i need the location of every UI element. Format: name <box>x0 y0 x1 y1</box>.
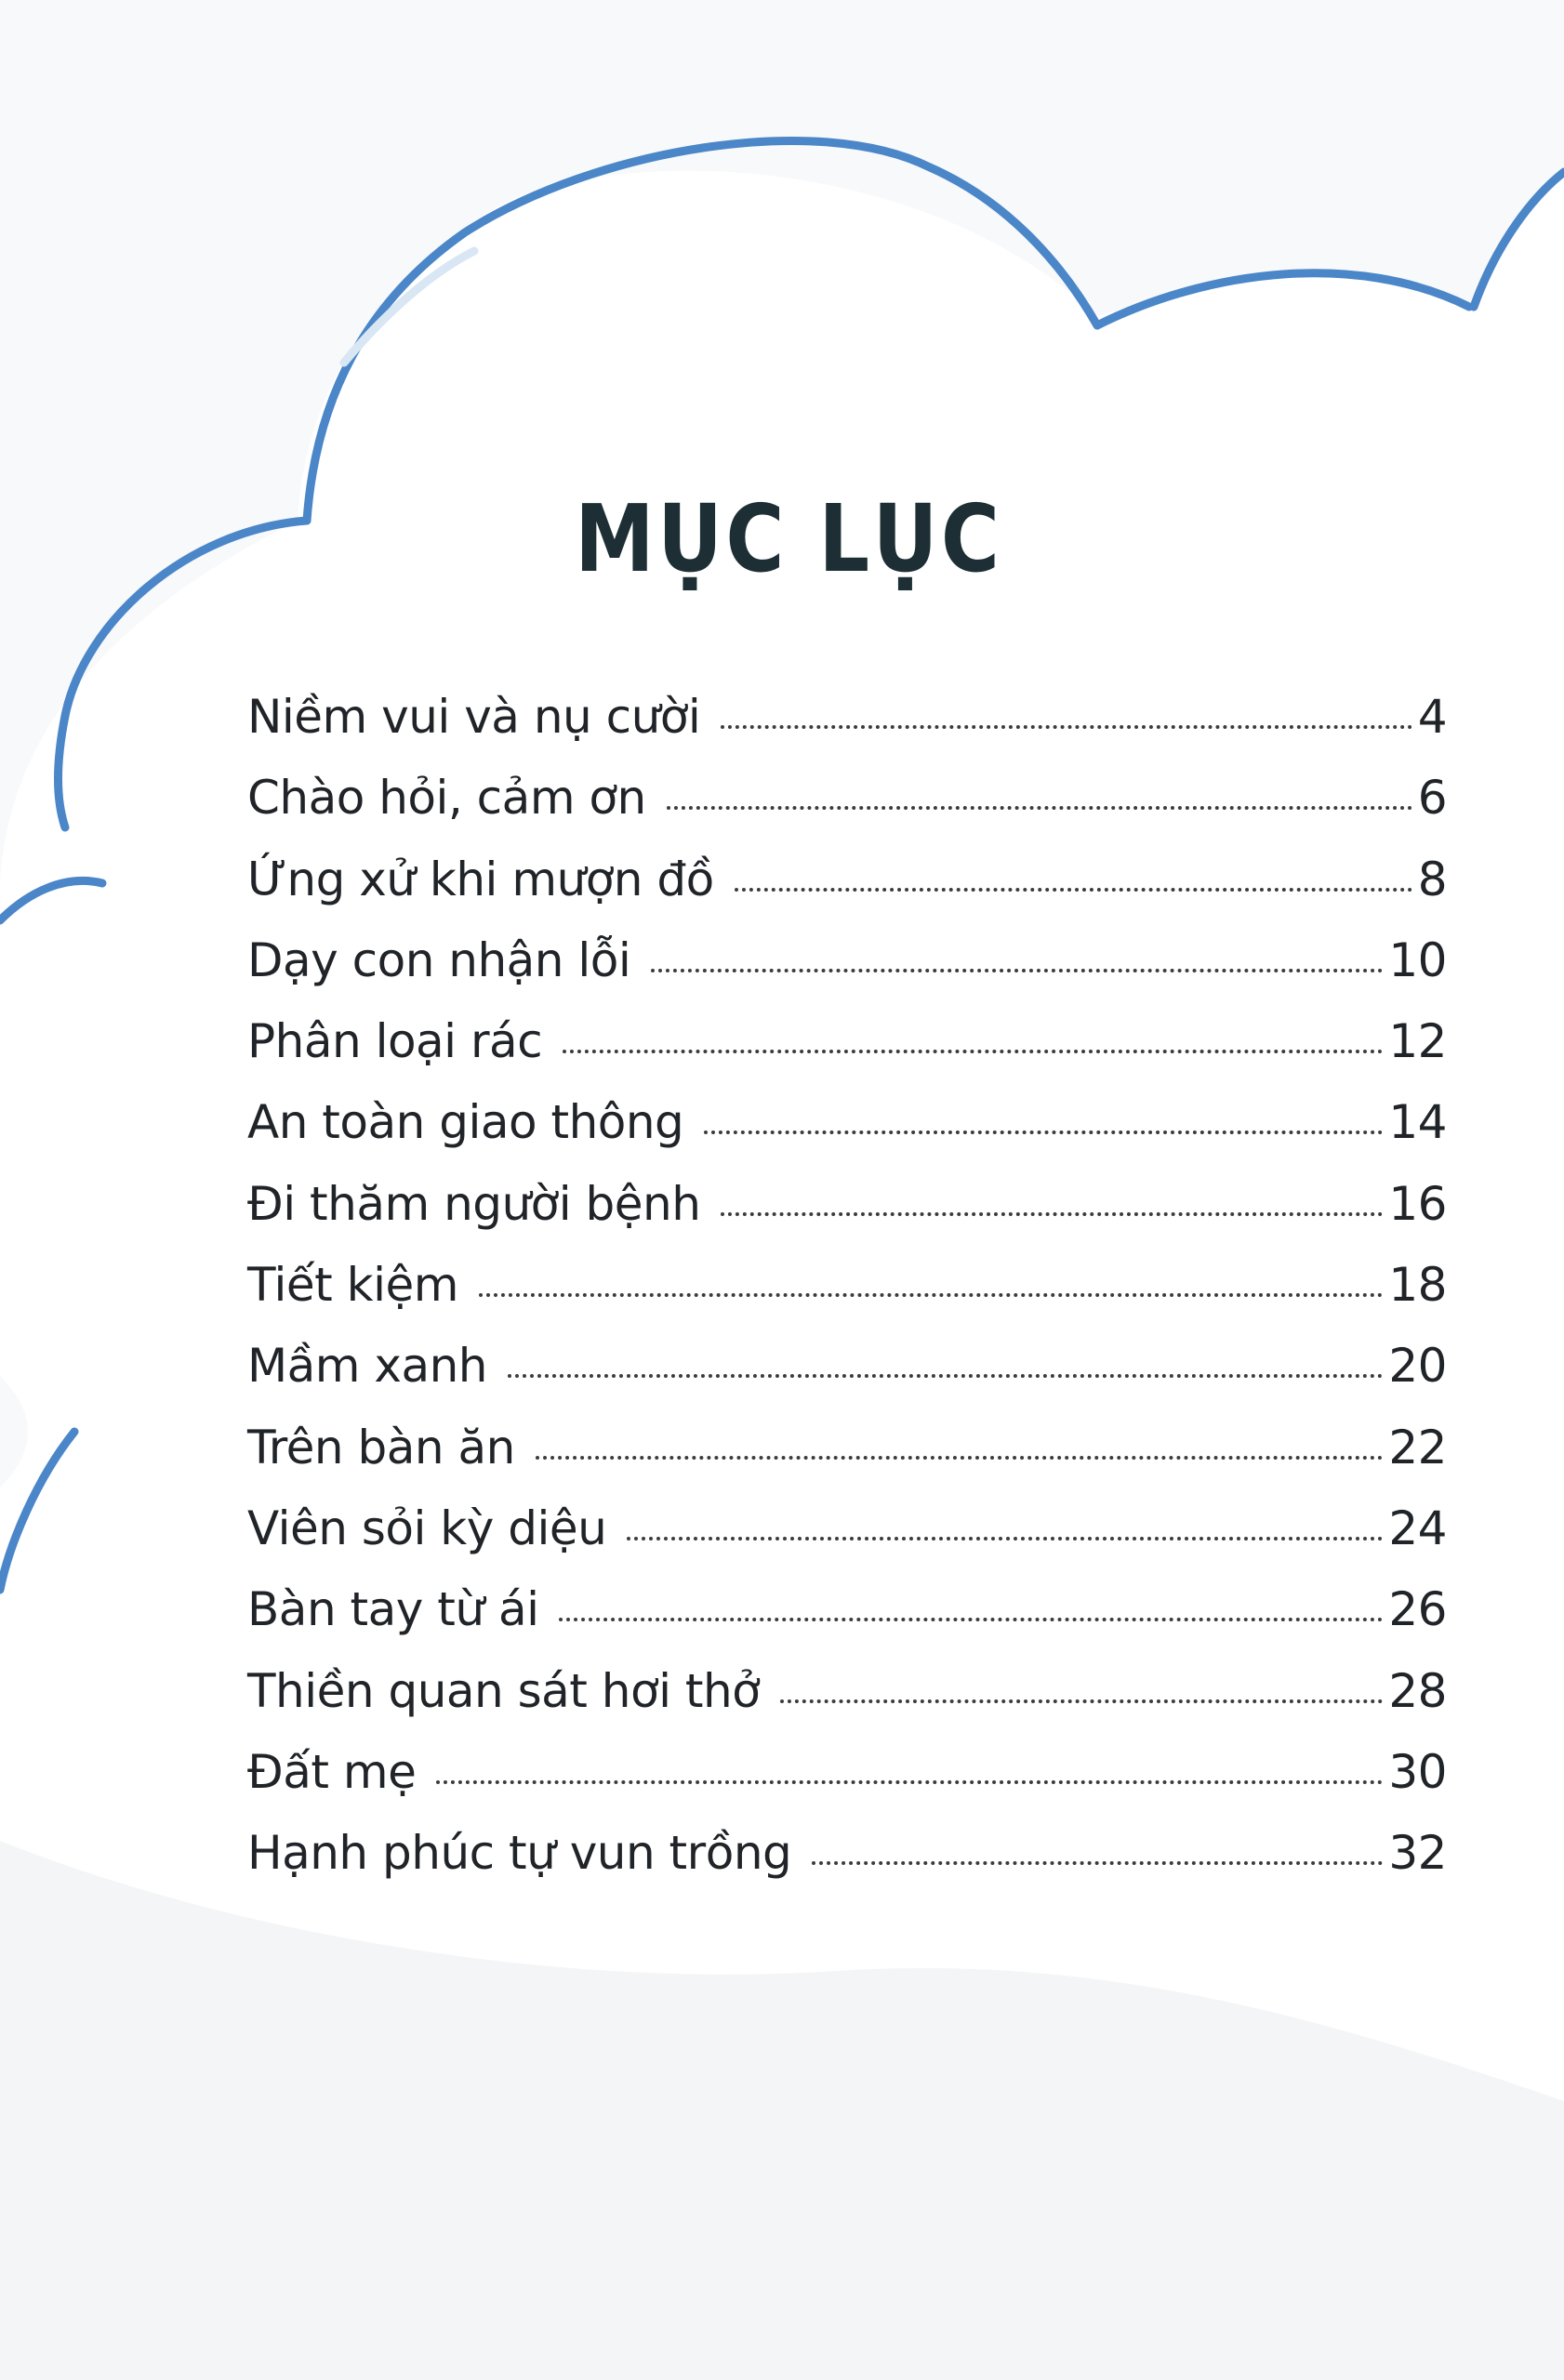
toc-entry-title: Đi thăm người bệnh <box>247 1176 701 1231</box>
toc-entry[interactable] <box>247 771 1447 852</box>
toc-entry-title: Đất mẹ <box>247 1744 417 1799</box>
toc-entry-page: 10 <box>1388 932 1447 987</box>
dot-leader <box>735 888 1412 892</box>
toc-entry-title: Thiền quan sát hơi thở <box>247 1663 761 1718</box>
toc-entry-page: 8 <box>1417 852 1447 906</box>
toc-entry[interactable] <box>247 690 1447 771</box>
toc-entry-title: Phân loại rác <box>247 1014 543 1069</box>
toc-entry-page: 26 <box>1388 1582 1447 1637</box>
toc-entry-page: 24 <box>1388 1501 1447 1555</box>
dot-leader <box>479 1293 1383 1297</box>
dot-leader <box>436 1780 1383 1784</box>
toc-entry-title: Trên bàn ăn <box>247 1420 515 1474</box>
dot-leader <box>559 1618 1383 1621</box>
dot-leader <box>536 1456 1384 1460</box>
dot-leader <box>780 1699 1383 1703</box>
dot-leader <box>651 969 1383 972</box>
dot-leader <box>563 1050 1383 1053</box>
toc-entry[interactable] <box>247 853 1447 933</box>
toc-entry-title: Chào hỏi, cảm ơn <box>247 771 646 826</box>
toc-entry-page: 6 <box>1417 771 1447 826</box>
dot-leader <box>704 1130 1383 1134</box>
toc-entry-page: 30 <box>1388 1744 1447 1799</box>
dot-leader <box>812 1861 1383 1865</box>
toc-entry[interactable] <box>247 1664 1447 1745</box>
toc-entry[interactable] <box>247 1745 1447 1826</box>
toc-entry-title: Mầm xanh <box>247 1339 487 1394</box>
toc-entry-page: 18 <box>1388 1258 1447 1313</box>
toc-entry-page: 14 <box>1388 1095 1447 1150</box>
toc-entry[interactable] <box>247 1421 1447 1501</box>
toc-entry-page: 32 <box>1388 1826 1447 1881</box>
toc-entry-page: 16 <box>1388 1176 1447 1231</box>
toc-entry-title: Niềm vui và nụ cười <box>247 690 701 744</box>
toc-entry[interactable] <box>247 1095 1447 1176</box>
toc-entry-title: Viên sỏi kỳ diệu <box>247 1501 607 1555</box>
toc-entry-page: 28 <box>1388 1663 1447 1718</box>
toc-entry-title: Ứng xử khi mượn đồ <box>247 852 714 906</box>
toc-list <box>247 690 1447 1907</box>
toc-entry-page: 12 <box>1388 1014 1447 1069</box>
toc-entry-page: 20 <box>1388 1339 1447 1394</box>
toc-entry[interactable] <box>247 1826 1447 1907</box>
dot-leader <box>721 725 1412 729</box>
toc-entry-title: Dạy con nhận lỗi <box>247 932 631 987</box>
toc-entry-title: Bàn tay từ ái <box>247 1582 539 1637</box>
page-title: MỤC LỤC <box>575 484 1003 593</box>
toc-entry[interactable] <box>247 1258 1447 1339</box>
toc-entry[interactable] <box>247 1501 1447 1582</box>
toc-entry-title: An toàn giao thông <box>247 1095 684 1150</box>
toc-entry-title: Tiết kiệm <box>247 1258 458 1313</box>
dot-leader <box>721 1212 1383 1216</box>
toc-entry-page: 22 <box>1388 1420 1447 1474</box>
toc-entry[interactable] <box>247 1177 1447 1258</box>
dot-leader <box>667 806 1412 810</box>
toc-entry[interactable] <box>247 1014 1447 1095</box>
dot-leader <box>627 1537 1383 1540</box>
toc-entry-title: Hạnh phúc tự vun trồng <box>247 1826 792 1881</box>
toc-entry-page: 4 <box>1417 690 1447 744</box>
toc-entry[interactable] <box>247 1582 1447 1663</box>
dot-leader <box>508 1374 1383 1378</box>
toc-entry[interactable] <box>247 933 1447 1014</box>
toc-entry[interactable] <box>247 1339 1447 1420</box>
